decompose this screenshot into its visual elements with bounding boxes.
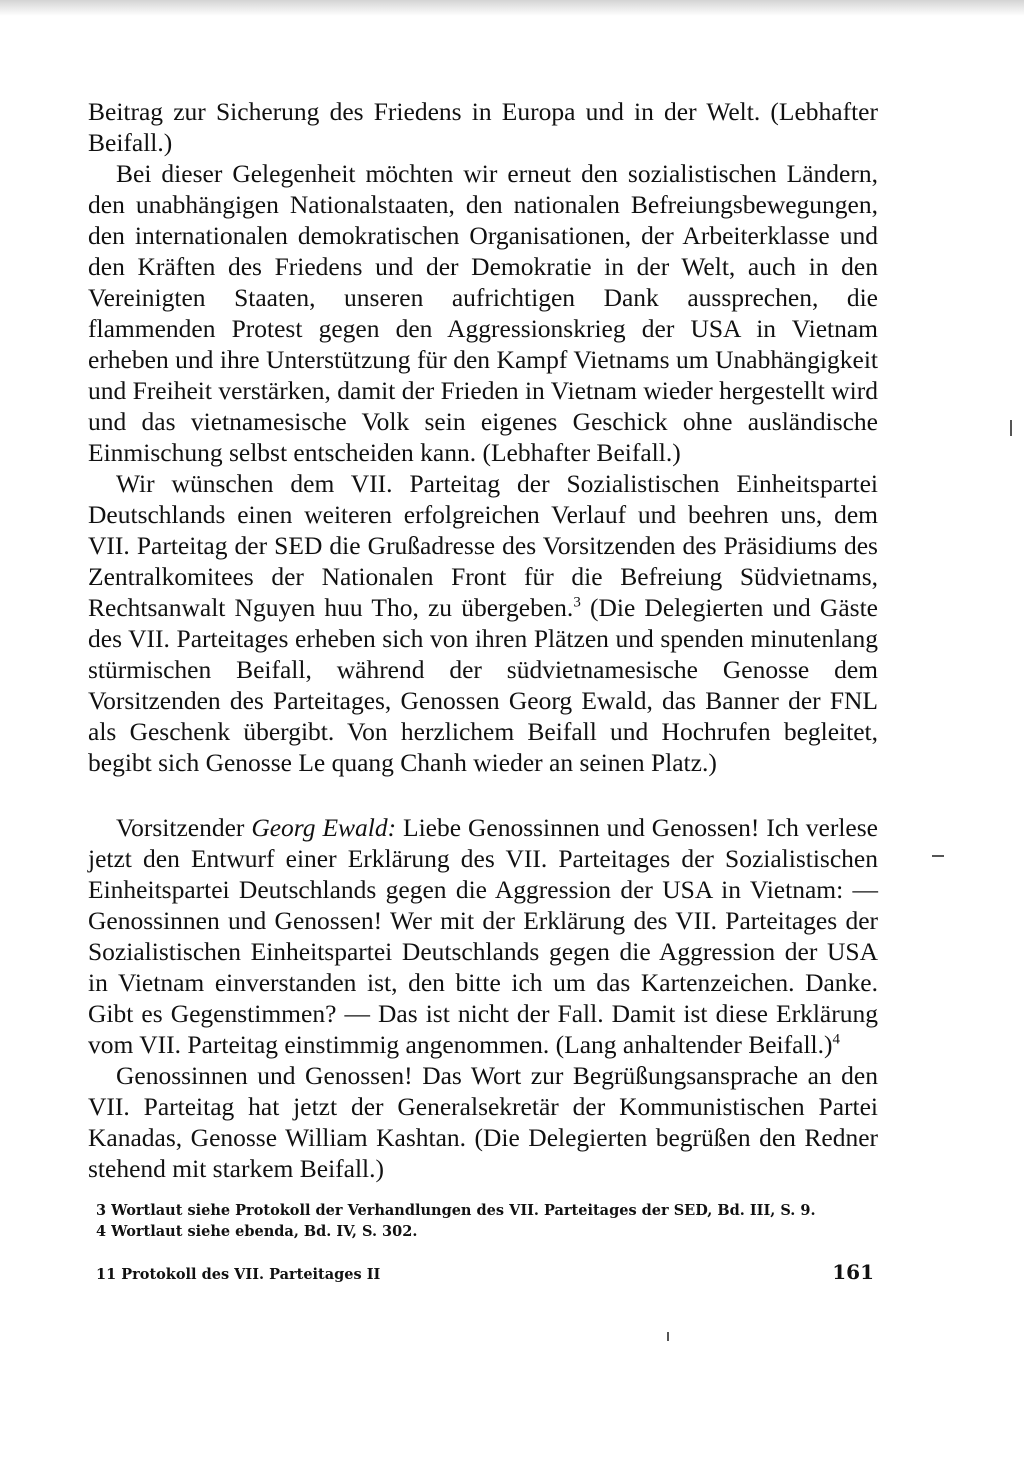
footnotes	[88, 1200, 878, 1242]
scan-speck	[932, 855, 944, 857]
scan-speck	[667, 1332, 669, 1341]
speech-text: Liebe Genossinnen und Genossen! Ich verlese jetzt den Entwurf einer Erklärung des VII. Parteitages der Sozialistischen Einheitspartei Deutschlands gegen die Aggression der USA in Vietnam: — Genossinnen und Genossen! Wer mit der Erklärung des VII. Parteitages der Sozialistischen Einheitspartei Deutschlands gegen die Aggression der USA in Vietnam einverstanden ist, den bitte ich um das Kartenzeichen. Danke. Gibt es Gegenstimmen? — Das ist nicht der Fall. Damit ist diese Erklärung vom VII. Parteitag einstimmig angenommen. (Lang anhaltender Beifall.)	[88, 813, 878, 1059]
scan-top-edge	[0, 0, 1024, 16]
footnote-ref-3: 3	[573, 594, 581, 611]
page-number: 161	[832, 1260, 874, 1284]
speech-paragraph	[88, 812, 878, 1060]
speaker-name: Georg Ewald:	[251, 813, 397, 842]
footnote-4: 4 Wortlaut siehe ebenda, Bd. IV, S. 302.	[96, 1223, 418, 1240]
paragraph-3	[88, 468, 878, 778]
closing-paragraph: Genossinnen und Genossen! Das Wort zur Begrüßungsansprache an den VII. Parteitag hat jetzt der Generalsekretär der Kommunistischen Partei Kanadas, Genosse William Kashtan. (Die Delegierten begrüßen den Redner stehend mit starkem Beifall.)	[88, 1061, 878, 1183]
scan-speck	[1010, 420, 1012, 436]
paragraph-1: Beitrag zur Sicherung des Friedens in Europa und in der Welt. (Lebhafter Beifall.)	[88, 97, 878, 157]
footnote-3: 3 Wortlaut siehe Protokoll der Verhandlungen des VII. Parteitages der SED, Bd. III, S. 9.	[96, 1202, 816, 1219]
paragraph-3-text: Wir wünschen dem VII. Parteitag der Sozialistischen Einheitspartei Deutschlands einen weiteren erfolgreichen Verlauf und beehren uns, dem VII. Parteitag der SED die Grußadresse des Vorsitzenden des Präsidiums des Zentralkomitees der Nationalen Front für die Befreiung Südvietnams, Rechtsanwalt Nguyen huu Tho, zu übergeben.	[88, 469, 878, 622]
speaker-role: Vorsitzender	[116, 813, 252, 842]
page-footer	[88, 1260, 878, 1284]
footnote-ref-4: 4	[832, 1031, 840, 1048]
footer-signature: 11 Protokoll des VII. Parteitages II	[96, 1266, 381, 1283]
paragraph-2: Bei dieser Gelegenheit möchten wir erneut den sozialistischen Ländern, den unabhängigen Nationalstaaten, den nationalen Befreiungsbewegungen, den internationalen demokratischen Organisationen, der Arbeiterklasse und den Kräften des Friedens und der Demokratie in der Welt, auch in den Vereinigten Staaten, unseren aufrichtigen Dank aussprechen, die flammenden Protest gegen den Aggressionskrieg der USA in Vietnam erheben und ihre Unterstützung für den Kampf Vietnams um Unabhängigkeit und Freiheit verstärken, damit der Frieden in Vietnam wieder hergestellt wird und das vietnamesische Volk sein eigenes Geschick ohne ausländische Einmischung selbst entscheiden kann. (Lebhafter Beifall.)	[88, 159, 878, 467]
paragraph-3-text-after: (Die Delegierten und Gäste des VII. Parteitages erheben sich von ihren Plätzen und spenden minutenlang stürmischen Beifall, während der südvietnamesische Genosse dem Vorsitzenden des Parteitages, Genossen Georg Ewald, das Banner der FNL als Geschenk übergibt. Von herzlichem Beifall und Hochrufen begleitet, begibt sich Genosse Le quang Chanh wieder an seinen Platz.)	[88, 593, 878, 777]
document-page	[88, 96, 878, 1284]
